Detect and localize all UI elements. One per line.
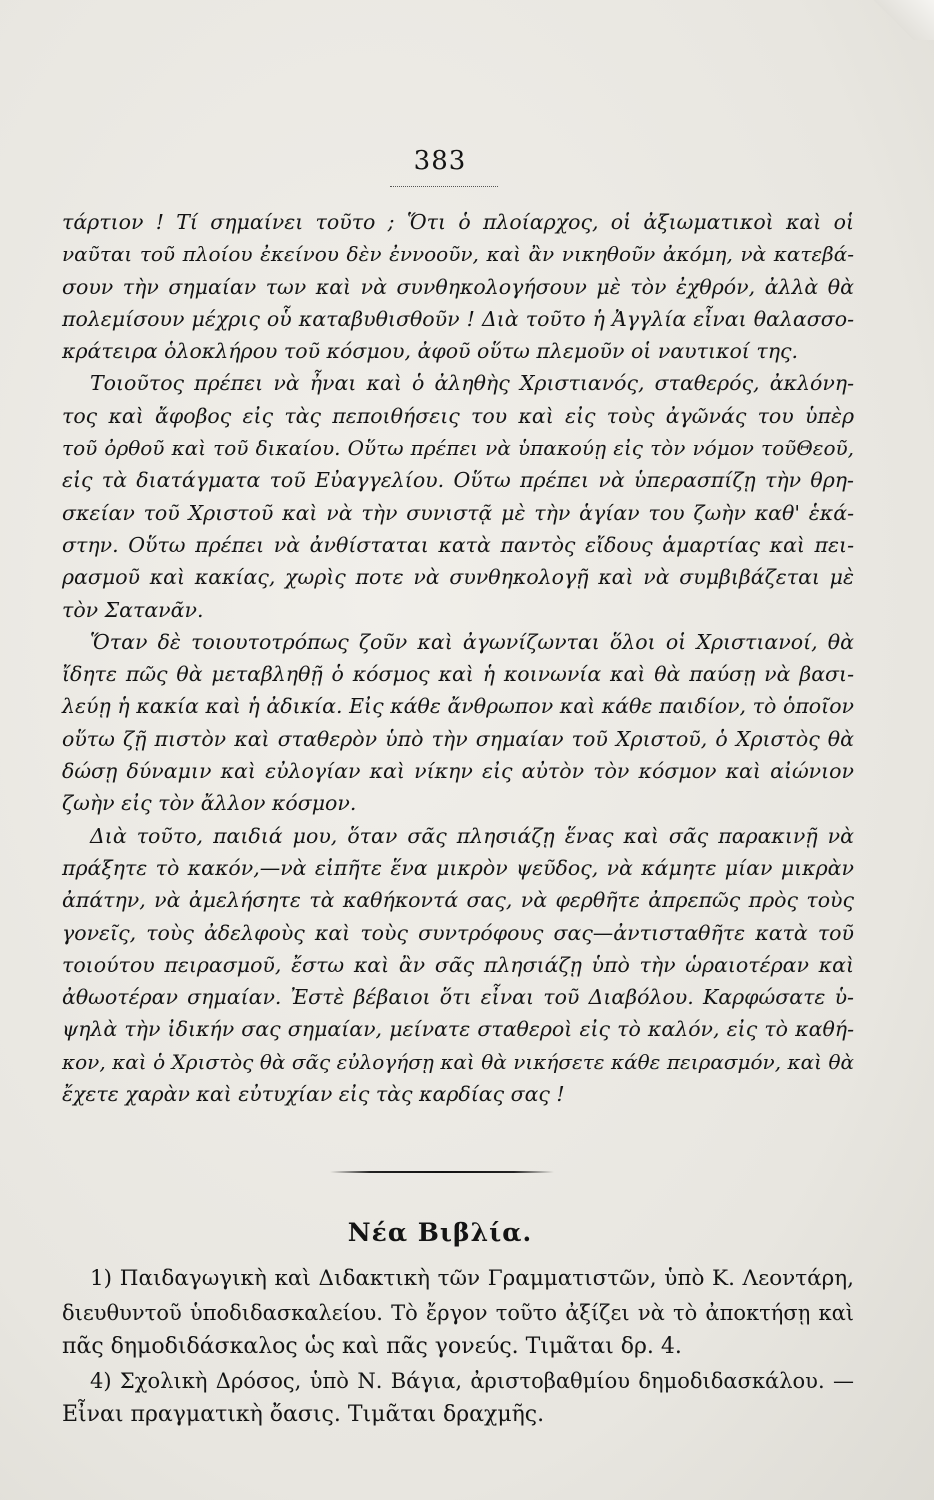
text-line: τάρτιον ! Τί σημαίνει τοῦτο ; Ὅτι ὁ πλοίαρχος, οἱ ἀξιωματικοὶ καὶ οἱ <box>62 210 854 234</box>
page-number-rule <box>390 186 498 187</box>
text-line: τοῦ ὀρθοῦ καὶ τοῦ δικαίου. Οὕτω πρέπει νὰ ὑπακούῃ εἰς τὸν νόμον τοῦΘεοῦ, <box>62 436 854 461</box>
text-line: τος καὶ ἄφοβος εἰς τὰς πεποιθήσεις του καὶ εἰς τοὺς ἀγῶνάς του ὑπὲρ <box>62 403 854 428</box>
text-line: ἀπάτην, νὰ ἀμελήσητε τὰ καθήκοντά σας, νὰ φερθῆτε ἀπρεπῶς πρὸς τοὺς <box>62 888 854 913</box>
text-line: ρασμοῦ καὶ κακίας, χωρὶς ποτε νὰ συνθηκολογῇ καὶ νὰ συμβιβάζεται μὲ <box>62 565 854 590</box>
text-line: Τοιοῦτος πρέπει νὰ ἦναι καὶ ὁ ἀληθὴς Χριστιανός, σταθερός, ἀκλόνη- <box>90 371 854 396</box>
text-line: σκείαν τοῦ Χριστοῦ καὶ νὰ τὴν συνιστᾷ μὲ τὴν ἁγίαν του ζωὴν καθ' ἑκά- <box>62 500 854 525</box>
section-title: Νέα Βιβλία. <box>347 1218 533 1247</box>
text-line: λεύῃ ἡ κακία καὶ ἡ ἀδικία. Εἰς κάθε ἄνθρωπον καὶ κάθε παιδίον, τὸ ὁποῖον <box>62 694 854 719</box>
text-line: ἔχετε χαρὰν καὶ εὐτυχίαν εἰς τὰς καρδίας σας ! <box>62 1082 565 1107</box>
divider-rule <box>330 1171 554 1173</box>
text-line: πράξητε τὸ κακόν,—νὰ εἰπῆτε ἕνα μικρὸν ψεῦδος, νὰ κάμητε μίαν μικρὰν <box>62 855 854 880</box>
text-line: τὸν Σατανᾶν. <box>62 597 204 622</box>
book-entry-line: διευθυντοῦ ὑποδιδασκαλείου. Τὸ ἔργον τοῦτο ἀξίζει νὰ τὸ ἀποκτήσῃ καὶ <box>62 1301 854 1325</box>
text-line: στην. Οὕτω πρέπει νὰ ἀνθίσταται κατὰ παντὸς εἴδους ἁμαρτίας καὶ πει- <box>62 532 854 557</box>
article-body <box>62 206 854 1110</box>
book-entry-line: 4) Σχολικὴ Δρόσος, ὑπὸ Ν. Βάγια, ἀριστοβαθμίου δημοδιδασκάλου. — <box>90 1369 854 1393</box>
text-line: οὕτω ζῇ πιστὸν καὶ σταθερὸν ὑπὸ τὴν σημαίαν τοῦ Χριστοῦ, ὁ Χριστὸς θὰ <box>62 726 854 751</box>
text-line: τοιούτου πειρασμοῦ, ἔστω καὶ ἂν σᾶς πλησιάζῃ ὑπὸ τὴν ὡραιοτέραν καὶ <box>62 952 854 977</box>
text-line: ναῦται τοῦ πλοίου ἐκείνου δὲν ἐννοοῦν, καὶ ἂν νικηθοῦν ἀκόμη, νὰ κατεβά- <box>62 242 854 267</box>
page-corner-fold <box>874 0 934 40</box>
section-divider <box>330 1170 554 1174</box>
text-line: πολεμίσουν μέχρις οὗ καταβυθισθοῦν ! Διὰ τοῦτο ἡ Ἀγγλία εἶναι θαλασσο- <box>62 306 854 331</box>
text-line: ζωὴν εἰς τὸν ἄλλον κόσμον. <box>62 791 357 816</box>
book-entry-line: πᾶς δημοδιδάσκαλος ὡς καὶ πᾶς γονεύς. Τιμᾶται δρ. 4. <box>62 1334 682 1359</box>
text-line: εἰς τὰ διατάγματα τοῦ Εὐαγγελίου. Οὕτω πρέπει νὰ ὑπερασπίζῃ τὴν θρη- <box>62 468 854 493</box>
text-line: Ὅταν δὲ τοιουτοτρόπως ζοῦν καὶ ἀγωνίζωνται ὅλοι οἱ Χριστιανοί, θὰ <box>90 629 854 654</box>
page-number: 383 <box>413 146 467 176</box>
text-line: Διὰ τοῦτο, παιδιά μου, ὅταν σᾶς πλησιάζῃ ἕνας καὶ σᾶς παρακινῇ νὰ <box>90 823 854 848</box>
new-books-list <box>62 1262 854 1432</box>
text-line: γονεῖς, τοὺς ἀδελφοὺς καὶ τοὺς συντρόφους σας—ἀντισταθῆτε κατὰ τοῦ <box>62 920 854 945</box>
book-entry-line: 1) Παιδαγωγικὴ καὶ Διδακτικὴ τῶν Γραμματιστῶν, ὑπὸ Κ. Λεοντάρη, <box>90 1266 854 1291</box>
text-line: σουν τὴν σημαίαν των καὶ νὰ συνθηκολογήσουν μὲ τὸν ἐχθρόν, ἀλλὰ θὰ <box>62 274 854 299</box>
text-line: δώσῃ δύναμιν καὶ εὐλογίαν καὶ νίκην εἰς αὐτὸν τὸν κόσμον καὶ αἰώνιον <box>62 759 854 784</box>
text-line: ἴδητε πῶς θὰ μεταβληθῇ ὁ κόσμος καὶ ἡ κοινωνία καὶ θὰ παύσῃ νὰ βασι- <box>62 662 854 687</box>
text-line: κον, καὶ ὁ Χριστὸς θὰ σᾶς εὐλογήσῃ καὶ θὰ νικήσετε κάθε πειρασμόν, καὶ θὰ <box>62 1049 854 1074</box>
text-line: ἀθωοτέραν σημαίαν. Ἐστὲ βέβαιοι ὅτι εἶναι τοῦ Διαβόλου. Καρφώσατε ὑ- <box>62 985 854 1010</box>
text-line: ψηλὰ τὴν ἰδικήν σας σημαίαν, μείνατε σταθεροὶ εἰς τὸ καλόν, εἰς τὸ καθή- <box>62 1017 854 1042</box>
text-line: κράτειρα ὁλοκλήρου τοῦ κόσμου, ἀφοῦ οὕτω πλεμοῦν οἱ ναυτικοί της. <box>62 339 798 364</box>
book-entry-line: Εἶναι πραγματικὴ ὄασις. Τιμᾶται δραχμῆς. <box>62 1402 545 1427</box>
